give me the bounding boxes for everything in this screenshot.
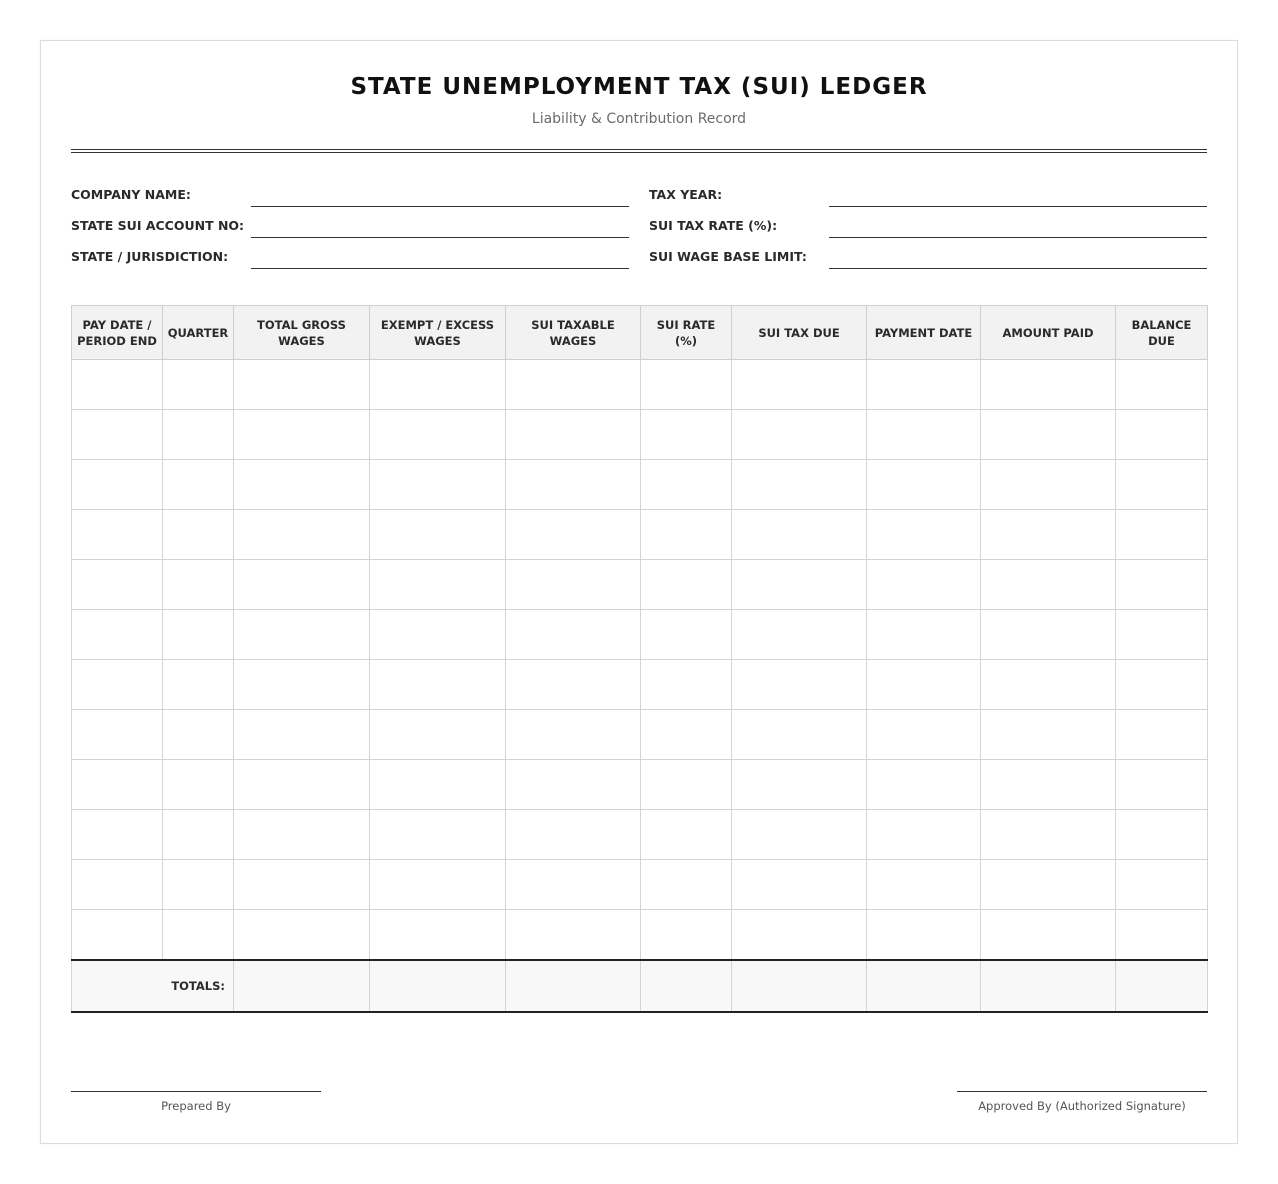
table-cell[interactable] [641, 410, 732, 460]
col-quarter: QUARTER [163, 306, 234, 360]
table-cell[interactable] [72, 710, 163, 760]
total-amount-paid-cell[interactable] [981, 960, 1116, 1012]
col-sui-rate: SUI RATE (%) [641, 306, 732, 360]
total-balance-due-cell[interactable] [1116, 960, 1208, 1012]
table-cell[interactable] [163, 610, 234, 660]
table-cell[interactable] [163, 460, 234, 510]
approved-by-line[interactable] [957, 1091, 1207, 1092]
totals-row [72, 960, 1208, 1012]
table-cell[interactable] [732, 760, 867, 810]
table-cell[interactable] [641, 860, 732, 910]
table-cell[interactable] [867, 360, 981, 410]
table-header-row [72, 306, 1208, 360]
table-cell[interactable] [163, 510, 234, 560]
table-cell[interactable] [867, 760, 981, 810]
table-cell[interactable] [163, 760, 234, 810]
table-cell[interactable] [163, 360, 234, 410]
col-total-gross-wages: TOTAL GROSS WAGES [234, 306, 370, 360]
table-cell[interactable] [867, 510, 981, 560]
table-cell[interactable] [867, 460, 981, 510]
wage-base-label: SUI WAGE BASE LIMIT: [649, 249, 807, 264]
table-cell[interactable] [732, 410, 867, 460]
table-cell[interactable] [981, 610, 1116, 660]
table-cell[interactable] [506, 860, 641, 910]
total-payment-date-cell[interactable] [867, 960, 981, 1012]
table-cell[interactable] [72, 510, 163, 560]
table-cell[interactable] [867, 560, 981, 610]
table-row [72, 410, 1208, 460]
table-cell[interactable] [732, 810, 867, 860]
table-cell[interactable] [1116, 510, 1208, 560]
table-cell[interactable] [641, 510, 732, 560]
company-name-field [71, 187, 631, 207]
tax-rate-label: SUI TAX RATE (%): [649, 218, 778, 233]
table-cell[interactable] [370, 760, 506, 810]
table-cell[interactable] [1116, 460, 1208, 510]
table-row [72, 710, 1208, 760]
table-cell[interactable] [370, 910, 506, 960]
table-cell[interactable] [641, 760, 732, 810]
header-divider [71, 149, 1207, 153]
table-cell[interactable] [234, 760, 370, 810]
prepared-by-line[interactable] [71, 1091, 321, 1092]
table-cell[interactable] [72, 910, 163, 960]
tax-rate-input-line[interactable] [829, 230, 1207, 238]
table-cell[interactable] [1116, 760, 1208, 810]
table-cell[interactable] [506, 710, 641, 760]
col-balance-due: BALANCE DUE [1116, 306, 1208, 360]
total-rate-cell[interactable] [641, 960, 732, 1012]
company-name-input-line[interactable] [251, 199, 629, 207]
table-cell[interactable] [72, 460, 163, 510]
table-cell[interactable] [234, 660, 370, 710]
table-row [72, 560, 1208, 610]
table-cell[interactable] [72, 560, 163, 610]
total-taxable-wages-cell[interactable] [506, 960, 641, 1012]
table-row [72, 810, 1208, 860]
prepared-by-label: Prepared By [161, 1099, 231, 1113]
table-cell[interactable] [506, 660, 641, 710]
table-cell[interactable] [641, 810, 732, 860]
ledger-table [71, 305, 1208, 1013]
table-cell[interactable] [234, 860, 370, 910]
table-cell[interactable] [370, 460, 506, 510]
tax-year-input-line[interactable] [829, 199, 1207, 207]
table-cell[interactable] [981, 410, 1116, 460]
jurisdiction-label: STATE / JURISDICTION: [71, 249, 229, 264]
table-cell[interactable] [234, 360, 370, 410]
table-cell[interactable] [867, 910, 981, 960]
table-cell[interactable] [1116, 410, 1208, 460]
table-row [72, 660, 1208, 710]
table-cell[interactable] [163, 560, 234, 610]
tax-rate-field [649, 218, 1207, 238]
company-name-label: COMPANY NAME: [71, 187, 191, 202]
table-cell[interactable] [72, 810, 163, 860]
table-cell[interactable] [732, 560, 867, 610]
total-tax-due-cell[interactable] [732, 960, 867, 1012]
table-cell[interactable] [506, 760, 641, 810]
table-cell[interactable] [163, 910, 234, 960]
approved-by-label: Approved By (Authorized Signature) [978, 1099, 1186, 1113]
table-cell[interactable] [641, 660, 732, 710]
total-exempt-wages-cell[interactable] [370, 960, 506, 1012]
table-cell[interactable] [1116, 610, 1208, 660]
tax-year-label: TAX YEAR: [649, 187, 723, 202]
table-cell[interactable] [370, 610, 506, 660]
table-cell[interactable] [641, 560, 732, 610]
table-cell[interactable] [867, 860, 981, 910]
table-cell[interactable] [506, 360, 641, 410]
table-cell[interactable] [72, 860, 163, 910]
table-cell[interactable] [1116, 710, 1208, 760]
col-sui-tax-due: SUI TAX DUE [732, 306, 867, 360]
table-cell[interactable] [981, 910, 1116, 960]
table-cell[interactable] [981, 860, 1116, 910]
table-cell[interactable] [732, 910, 867, 960]
table-cell[interactable] [163, 410, 234, 460]
table-cell[interactable] [1116, 660, 1208, 710]
table-cell[interactable] [732, 610, 867, 660]
tax-year-field [649, 187, 1207, 207]
table-cell[interactable] [163, 660, 234, 710]
table-cell[interactable] [370, 360, 506, 410]
table-cell[interactable] [234, 810, 370, 860]
page-title: STATE UNEMPLOYMENT TAX (SUI) LEDGER [350, 74, 928, 100]
wage-base-input-line[interactable] [829, 261, 1207, 269]
table-cell[interactable] [732, 660, 867, 710]
table-row [72, 610, 1208, 660]
table-cell[interactable] [163, 860, 234, 910]
table-cell[interactable] [1116, 910, 1208, 960]
table-cell[interactable] [732, 360, 867, 410]
ledger-page [40, 40, 1238, 1144]
table-cell[interactable] [981, 810, 1116, 860]
table-cell[interactable] [867, 410, 981, 460]
table-cell[interactable] [732, 510, 867, 560]
jurisdiction-input-line[interactable] [251, 261, 629, 269]
col-sui-taxable-wages: SUI TAXABLE WAGES [506, 306, 641, 360]
table-cell[interactable] [163, 710, 234, 760]
col-amount-paid: AMOUNT PAID [981, 306, 1116, 360]
table-cell[interactable] [867, 810, 981, 860]
table-cell[interactable] [641, 910, 732, 960]
table-cell[interactable] [234, 610, 370, 660]
table-cell[interactable] [234, 560, 370, 610]
table-cell[interactable] [72, 660, 163, 710]
table-cell[interactable] [370, 510, 506, 560]
table-cell[interactable] [506, 560, 641, 610]
table-cell[interactable] [641, 710, 732, 760]
table-cell[interactable] [732, 710, 867, 760]
table-row [72, 760, 1208, 810]
table-cell[interactable] [370, 710, 506, 760]
table-cell[interactable] [1116, 810, 1208, 860]
table-cell[interactable] [867, 710, 981, 760]
ledger-body [72, 360, 1208, 960]
jurisdiction-field [71, 249, 631, 269]
table-cell[interactable] [370, 810, 506, 860]
table-cell[interactable] [234, 710, 370, 760]
wage-base-field [649, 249, 1207, 269]
table-cell[interactable] [234, 410, 370, 460]
page-subtitle: Liability & Contribution Record [531, 111, 747, 127]
col-payment-date: PAYMENT DATE [867, 306, 981, 360]
table-cell[interactable] [506, 510, 641, 560]
table-cell[interactable] [867, 660, 981, 710]
table-cell[interactable] [981, 510, 1116, 560]
account-no-label: STATE SUI ACCOUNT NO: [71, 218, 245, 233]
table-row [72, 860, 1208, 910]
table-cell[interactable] [1116, 860, 1208, 910]
table-cell[interactable] [506, 610, 641, 660]
table-cell[interactable] [506, 910, 641, 960]
table-cell[interactable] [641, 360, 732, 410]
table-cell[interactable] [234, 510, 370, 560]
table-cell[interactable] [72, 410, 163, 460]
account-no-input-line[interactable] [251, 230, 629, 238]
table-cell[interactable] [981, 360, 1116, 410]
table-cell[interactable] [72, 610, 163, 660]
col-pay-date: PAY DATE / PERIOD END [72, 306, 163, 360]
table-row [72, 460, 1208, 510]
table-cell[interactable] [981, 660, 1116, 710]
totals-label: TOTALS: [72, 960, 234, 1012]
table-cell[interactable] [234, 910, 370, 960]
table-cell[interactable] [981, 710, 1116, 760]
table-cell[interactable] [72, 760, 163, 810]
table-row [72, 360, 1208, 410]
total-gross-wages-cell[interactable] [234, 960, 370, 1012]
table-cell[interactable] [981, 560, 1116, 610]
table-cell[interactable] [867, 610, 981, 660]
table-cell[interactable] [641, 610, 732, 660]
table-row [72, 910, 1208, 960]
table-cell[interactable] [506, 810, 641, 860]
table-cell[interactable] [981, 760, 1116, 810]
table-cell[interactable] [234, 460, 370, 510]
table-cell[interactable] [981, 460, 1116, 510]
table-cell[interactable] [370, 560, 506, 610]
table-cell[interactable] [370, 660, 506, 710]
table-cell[interactable] [732, 460, 867, 510]
table-cell[interactable] [506, 460, 641, 510]
table-cell[interactable] [1116, 560, 1208, 610]
table-cell[interactable] [370, 410, 506, 460]
table-cell[interactable] [163, 810, 234, 860]
account-no-field [71, 218, 631, 238]
col-exempt-excess-wages: EXEMPT / EXCESS WAGES [370, 306, 506, 360]
table-cell[interactable] [641, 460, 732, 510]
table-cell[interactable] [506, 410, 641, 460]
table-row [72, 510, 1208, 560]
table-cell[interactable] [72, 360, 163, 410]
table-cell[interactable] [370, 860, 506, 910]
table-cell[interactable] [732, 860, 867, 910]
table-cell[interactable] [1116, 360, 1208, 410]
